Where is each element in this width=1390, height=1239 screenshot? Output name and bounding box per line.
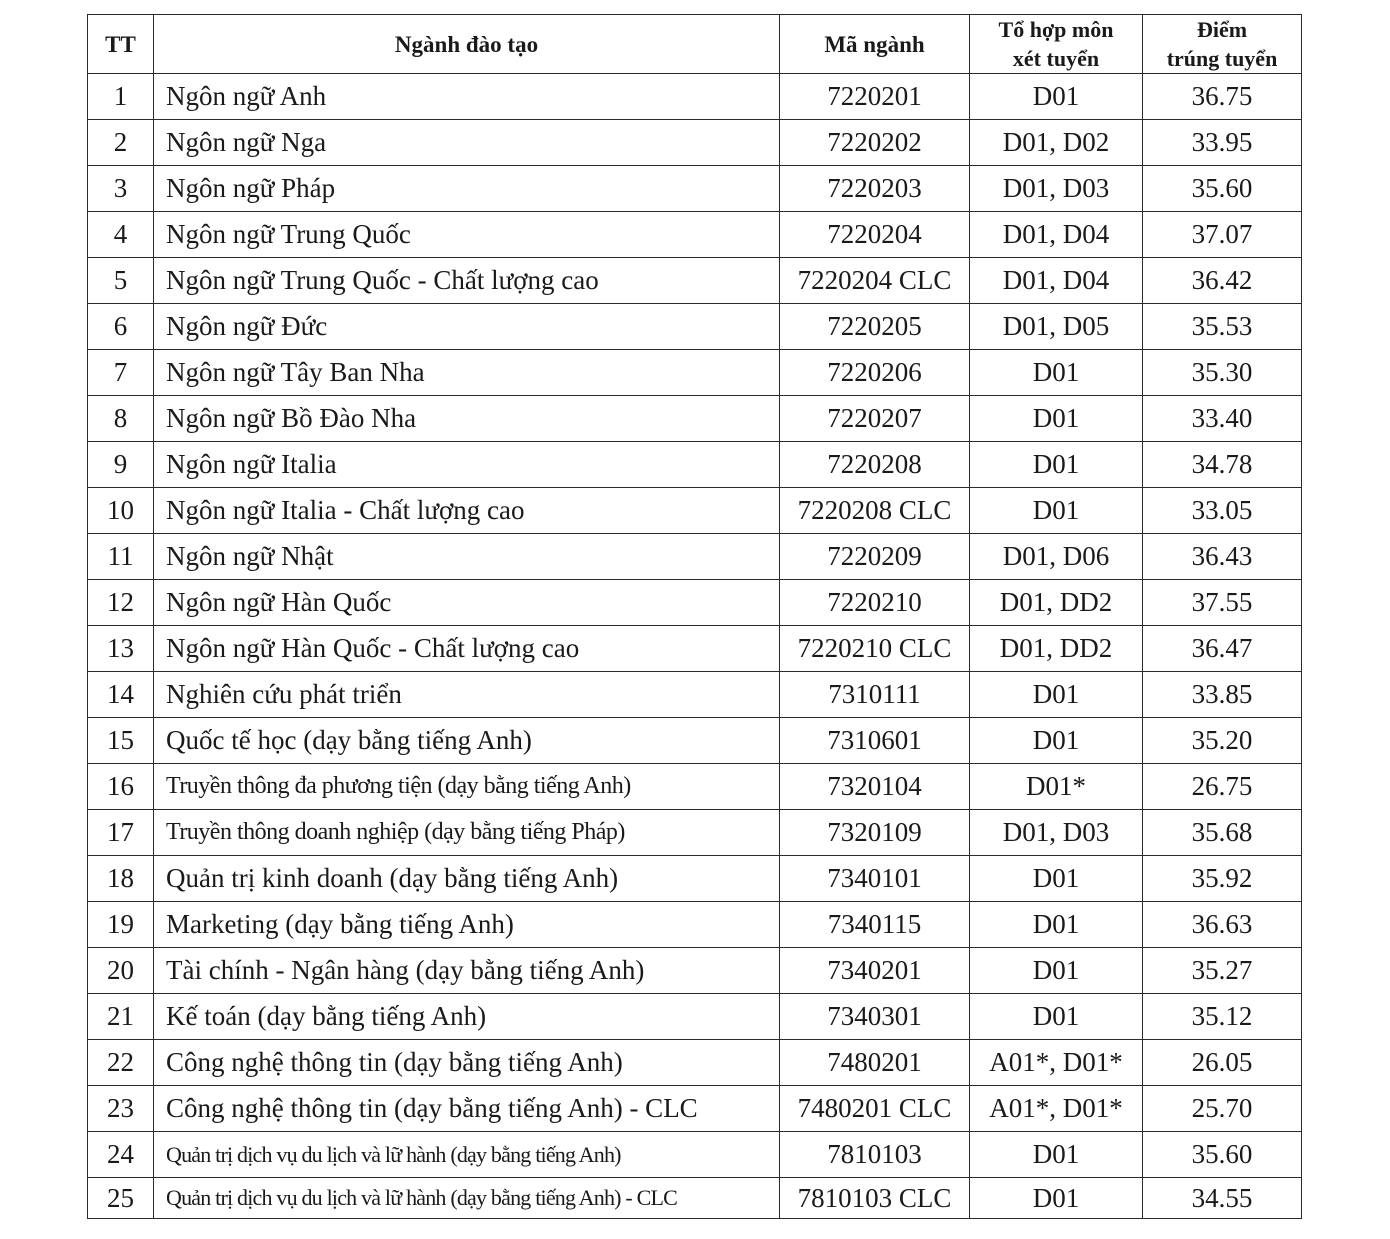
program-name: Công nghệ thông tin (dạy bằng tiếng Anh)	[154, 1040, 780, 1086]
subject-combination: D01, D04	[970, 258, 1143, 304]
row-number: 9	[88, 442, 154, 488]
subject-combination: D01, D06	[970, 534, 1143, 580]
program-name: Ngôn ngữ Bồ Đào Nha	[154, 396, 780, 442]
subject-combination: D01, D03	[970, 810, 1143, 856]
program-code: 7220210 CLC	[780, 626, 970, 672]
header-score-line2: trúng tuyển	[1166, 46, 1278, 71]
program-code: 7220210	[780, 580, 970, 626]
table-row	[88, 902, 1302, 948]
header-tt: TT	[88, 15, 154, 74]
program-name: Công nghệ thông tin (dạy bằng tiếng Anh) - CLC	[154, 1086, 780, 1132]
program-code: 7220209	[780, 534, 970, 580]
program-name: Ngôn ngữ Tây Ban Nha	[154, 350, 780, 396]
subject-combination: D01	[970, 994, 1143, 1040]
table-row	[88, 442, 1302, 488]
subject-combination: D01	[970, 488, 1143, 534]
program-name: Ngôn ngữ Nga	[154, 120, 780, 166]
subject-combination: D01	[970, 442, 1143, 488]
program-name: Ngôn ngữ Hàn Quốc - Chất lượng cao	[154, 626, 780, 672]
table-row	[88, 626, 1302, 672]
subject-combination: D01	[970, 396, 1143, 442]
header-score-line1: Điểm	[1196, 17, 1248, 42]
row-number: 21	[88, 994, 154, 1040]
header-program-name: Ngành đào tạo	[154, 15, 780, 74]
program-code: 7220201	[780, 74, 970, 120]
admission-score: 26.05	[1143, 1040, 1302, 1086]
admission-score: 36.42	[1143, 258, 1302, 304]
table-row	[88, 994, 1302, 1040]
program-name: Ngôn ngữ Nhật	[154, 534, 780, 580]
program-code: 7480201	[780, 1040, 970, 1086]
table-row	[88, 120, 1302, 166]
program-name: Marketing (dạy bằng tiếng Anh)	[154, 902, 780, 948]
table-row	[88, 856, 1302, 902]
program-name: Truyền thông doanh nghiệp (dạy bằng tiếng Pháp)	[154, 810, 780, 856]
admission-score: 36.47	[1143, 626, 1302, 672]
header-subject-combination	[970, 15, 1143, 74]
row-number: 5	[88, 258, 154, 304]
subject-combination: A01*, D01*	[970, 1040, 1143, 1086]
row-number: 18	[88, 856, 154, 902]
table-row	[88, 350, 1302, 396]
row-number: 1	[88, 74, 154, 120]
row-number: 6	[88, 304, 154, 350]
program-code: 7810103 CLC	[780, 1178, 970, 1219]
program-code: 7310601	[780, 718, 970, 764]
header-admission-score	[1143, 15, 1302, 74]
admission-score: 35.68	[1143, 810, 1302, 856]
row-number: 4	[88, 212, 154, 258]
row-number: 12	[88, 580, 154, 626]
row-number: 20	[88, 948, 154, 994]
admission-score: 37.55	[1143, 580, 1302, 626]
row-number: 16	[88, 764, 154, 810]
table-row	[88, 580, 1302, 626]
row-number: 10	[88, 488, 154, 534]
header-combo-line1: Tổ hợp môn	[998, 17, 1114, 42]
program-code: 7220206	[780, 350, 970, 396]
program-code: 7480201 CLC	[780, 1086, 970, 1132]
admission-score: 33.05	[1143, 488, 1302, 534]
subject-combination: A01*, D01*	[970, 1086, 1143, 1132]
program-code: 7220203	[780, 166, 970, 212]
program-code: 7220208	[780, 442, 970, 488]
table-row	[88, 74, 1302, 120]
table-row	[88, 396, 1302, 442]
row-number: 19	[88, 902, 154, 948]
admission-score: 36.75	[1143, 74, 1302, 120]
table-row	[88, 810, 1302, 856]
program-code: 7310111	[780, 672, 970, 718]
program-name: Ngôn ngữ Italia - Chất lượng cao	[154, 488, 780, 534]
program-name: Truyền thông đa phương tiện (dạy bằng tiếng Anh)	[154, 764, 780, 810]
table-body	[88, 74, 1302, 1219]
program-code: 7340201	[780, 948, 970, 994]
admission-score: 33.95	[1143, 120, 1302, 166]
program-code: 7340101	[780, 856, 970, 902]
row-number: 13	[88, 626, 154, 672]
program-code: 7220205	[780, 304, 970, 350]
program-code: 7220204 CLC	[780, 258, 970, 304]
program-name: Quản trị dịch vụ du lịch và lữ hành (dạy bằng tiếng Anh) - CLC	[154, 1178, 780, 1219]
row-number: 17	[88, 810, 154, 856]
admission-score: 35.12	[1143, 994, 1302, 1040]
table-header	[88, 15, 1302, 74]
admission-score: 35.60	[1143, 166, 1302, 212]
subject-combination: D01	[970, 1178, 1143, 1219]
table-row	[88, 166, 1302, 212]
program-name: Ngôn ngữ Đức	[154, 304, 780, 350]
admissions-score-table	[87, 14, 1302, 1219]
subject-combination: D01, D03	[970, 166, 1143, 212]
subject-combination: D01	[970, 948, 1143, 994]
admission-score: 33.40	[1143, 396, 1302, 442]
subject-combination: D01*	[970, 764, 1143, 810]
program-code: 7220208 CLC	[780, 488, 970, 534]
table-row	[88, 258, 1302, 304]
program-code: 7220204	[780, 212, 970, 258]
program-name: Quản trị dịch vụ du lịch và lữ hành (dạy bằng tiếng Anh)	[154, 1132, 780, 1178]
table-row	[88, 948, 1302, 994]
program-name: Ngôn ngữ Trung Quốc	[154, 212, 780, 258]
table-row	[88, 1178, 1302, 1219]
subject-combination: D01	[970, 856, 1143, 902]
subject-combination: D01, DD2	[970, 580, 1143, 626]
admission-score: 36.43	[1143, 534, 1302, 580]
program-name: Nghiên cứu phát triển	[154, 672, 780, 718]
program-name: Ngôn ngữ Italia	[154, 442, 780, 488]
subject-combination: D01, D04	[970, 212, 1143, 258]
subject-combination: D01	[970, 718, 1143, 764]
program-code: 7340301	[780, 994, 970, 1040]
row-number: 23	[88, 1086, 154, 1132]
admission-score: 35.53	[1143, 304, 1302, 350]
header-combo-line2: xét tuyển	[1012, 46, 1100, 71]
program-name: Ngôn ngữ Trung Quốc - Chất lượng cao	[154, 258, 780, 304]
subject-combination: D01	[970, 672, 1143, 718]
table-row	[88, 1040, 1302, 1086]
subject-combination: D01	[970, 902, 1143, 948]
program-name: Quản trị kinh doanh (dạy bằng tiếng Anh)	[154, 856, 780, 902]
row-number: 2	[88, 120, 154, 166]
table-row	[88, 488, 1302, 534]
program-code: 7220207	[780, 396, 970, 442]
row-number: 15	[88, 718, 154, 764]
header-program-code: Mã ngành	[780, 15, 970, 74]
row-number: 25	[88, 1178, 154, 1219]
header-row	[88, 15, 1302, 74]
table-row	[88, 304, 1302, 350]
row-number: 8	[88, 396, 154, 442]
row-number: 22	[88, 1040, 154, 1086]
program-name: Quốc tế học (dạy bằng tiếng Anh)	[154, 718, 780, 764]
program-code: 7340115	[780, 902, 970, 948]
program-name: Ngôn ngữ Pháp	[154, 166, 780, 212]
program-name: Ngôn ngữ Anh	[154, 74, 780, 120]
program-code: 7810103	[780, 1132, 970, 1178]
subject-combination: D01, D02	[970, 120, 1143, 166]
admission-score: 37.07	[1143, 212, 1302, 258]
admission-score: 26.75	[1143, 764, 1302, 810]
table-row	[88, 534, 1302, 580]
program-code: 7320109	[780, 810, 970, 856]
admission-score: 35.20	[1143, 718, 1302, 764]
admission-score: 35.27	[1143, 948, 1302, 994]
admission-score: 35.60	[1143, 1132, 1302, 1178]
program-name: Kế toán (dạy bằng tiếng Anh)	[154, 994, 780, 1040]
subject-combination: D01, DD2	[970, 626, 1143, 672]
program-code: 7220202	[780, 120, 970, 166]
row-number: 7	[88, 350, 154, 396]
program-code: 7320104	[780, 764, 970, 810]
admission-score: 34.55	[1143, 1178, 1302, 1219]
table-row	[88, 672, 1302, 718]
admission-score: 36.63	[1143, 902, 1302, 948]
program-name: Ngôn ngữ Hàn Quốc	[154, 580, 780, 626]
row-number: 24	[88, 1132, 154, 1178]
subject-combination: D01	[970, 1132, 1143, 1178]
admission-score: 35.92	[1143, 856, 1302, 902]
table-row	[88, 764, 1302, 810]
admission-score: 35.30	[1143, 350, 1302, 396]
table-row	[88, 718, 1302, 764]
subject-combination: D01	[970, 74, 1143, 120]
row-number: 14	[88, 672, 154, 718]
row-number: 11	[88, 534, 154, 580]
program-name: Tài chính - Ngân hàng (dạy bằng tiếng Anh)	[154, 948, 780, 994]
table-row	[88, 1132, 1302, 1178]
admission-score: 34.78	[1143, 442, 1302, 488]
row-number: 3	[88, 166, 154, 212]
subject-combination: D01, D05	[970, 304, 1143, 350]
admission-score: 25.70	[1143, 1086, 1302, 1132]
admission-score: 33.85	[1143, 672, 1302, 718]
subject-combination: D01	[970, 350, 1143, 396]
table-row	[88, 212, 1302, 258]
table-row	[88, 1086, 1302, 1132]
